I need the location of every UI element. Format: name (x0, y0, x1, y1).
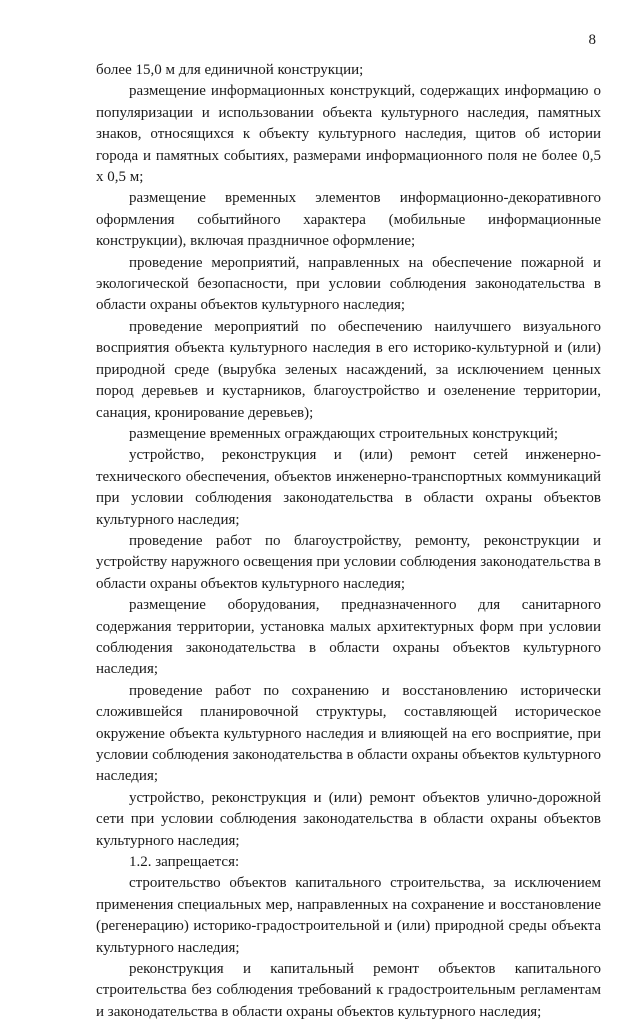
paragraph-temporary-decor: размещение временных элементов информационно-декоративного оформления событийного характера (мобильные информационные конструкции), включая праздничное оформление; (96, 190, 601, 250)
paragraph-construction-prohibited: строительство объектов капитального строительства, за исключением применения специальных мер, направленных на сохранение и восстановление (регенерацию) историко-градостроительной и (или) природной среды объекта культурного наследия; (96, 875, 601, 956)
paragraph-reconstruction-prohibited: реконструкция и капитальный ремонт объектов капитального строительства без соблюдения требований к градостроительным регламентам и законодательства в области охраны объектов культурного наследия; (96, 961, 601, 1020)
paragraph-engineering-networks: устройство, реконструкция и (или) ремонт сетей инженерно-технического обеспечения, объектов инженерно-транспортных коммуникаций при условии соблюдения законодательства в области охраны объектов культурного наследия; (96, 447, 601, 528)
paragraph-info-constructions: размещение информационных конструкций, содержащих информацию о популяризации и использовании объекта культурного наследия, памятных знаков, относящихся к объекту культурного наследия, щитов об истории города и памятных событиях, размерами информационного поля не более 0,5 х 0,5 м; (96, 83, 601, 186)
paragraph-temporary-fencing: размещение временных ограждающих строительных конструкций; (129, 425, 559, 442)
paragraph-visual-perception: проведение мероприятий по обеспечению наилучшего визуального восприятия объекта культурного наследия в его историко-культурной и (или) природной среде (вырубка зеленых насаждений, за исключением ценных пород деревьев и кустарников, благоустройство и озеленение территории, санация, кронирование деревьев); (96, 318, 601, 421)
paragraph-continuation: более 15,0 м для единичной конструкции; (96, 62, 364, 78)
page-number: 8 (588, 32, 596, 48)
paragraph-planning-structure: проведение работ по сохранению и восстановлению исторически сложившейся планировочной структуры, составляющей историческое окружение объекта культурного наследия и влияющей на его восприятие, при условии соблюдения законодательства в области охраны объектов культурного наследия; (96, 682, 601, 785)
section-heading-prohibited: 1.2. запрещается: (129, 854, 240, 871)
paragraph-landscaping-lighting: проведение работ по благоустройству, ремонту, реконструкции и устройству наружного освещения при условии соблюдения законодательства в области охраны объектов культурного наследия; (96, 532, 601, 592)
paragraph-fire-ecology: проведение мероприятий, направленных на обеспечение пожарной и экологической безопасности, при условии соблюдения законодательства в области охраны объектов культурного наследия; (96, 254, 601, 314)
paragraph-sanitary-equipment: размещение оборудования, предназначенного для санитарного содержания территории, установка малых архитектурных форм при условии соблюдения законодательства в области охраны объектов культурного наследия; (96, 597, 601, 678)
document-body (96, 60, 601, 1023)
paragraph-road-network: устройство, реконструкция и (или) ремонт объектов улично-дорожной сети при условии соблюдения законодательства в области охраны объектов культурного наследия; (96, 789, 601, 849)
